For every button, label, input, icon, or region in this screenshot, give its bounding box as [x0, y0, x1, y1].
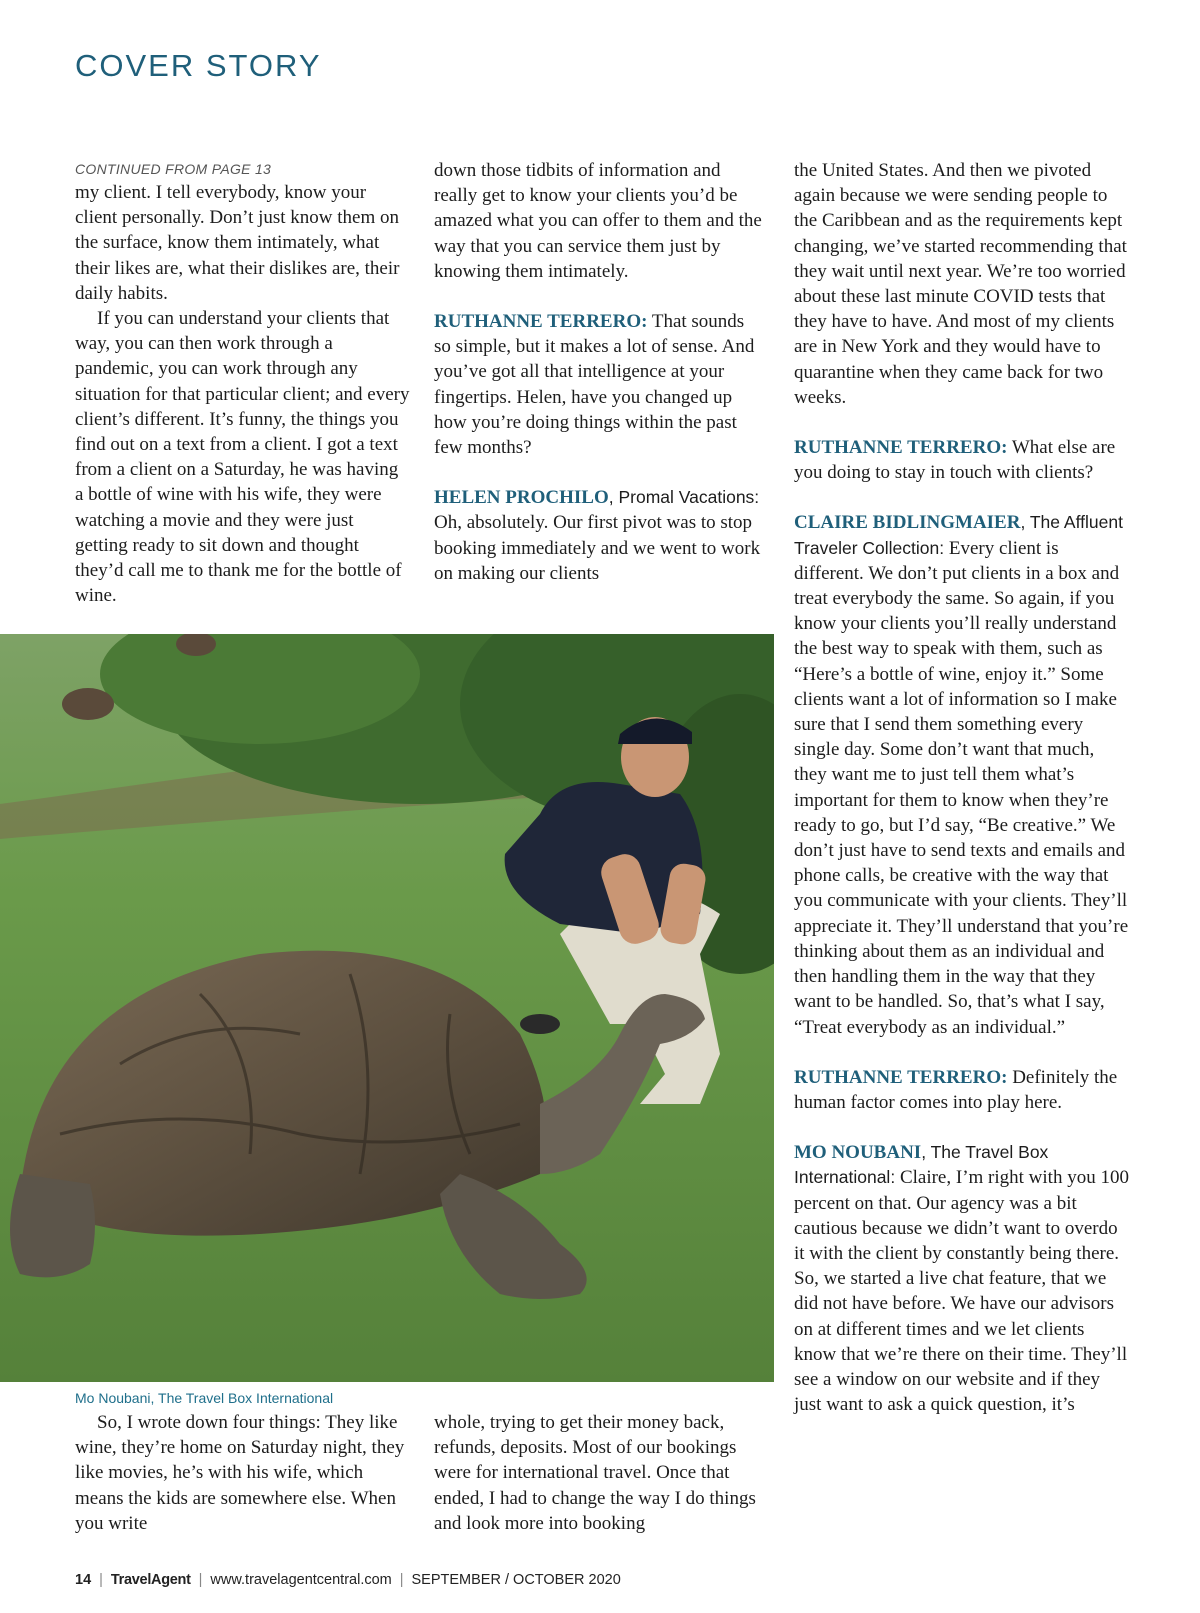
column-2-bottom: [434, 1410, 764, 1536]
column-2-top: [434, 158, 764, 586]
issue-date: SEPTEMBER / OCTOBER 2020: [411, 1572, 621, 1588]
paragraph: my client. I tell everybody, know your client personally. Don’t just know them on the surface, know them intimately, what their likes are, what their dislikes are, their daily habits.: [75, 182, 400, 304]
speaker-text: Definitely the human factor comes into play here.: [794, 1066, 1118, 1113]
speaker-name: RUTHANNE TERRERO:: [794, 1066, 1008, 1088]
speaker-name: RUTHANNE TERRERO:: [434, 311, 648, 333]
column-3: [794, 158, 1130, 1417]
speaker-text: Every client is different. We don’t put clients in a box and treat everybody the same. So again, if you know your clients you’ll really understand the best way to speak with them, such as “Here’s a bottle of wine, enjoy it.” Some clients want a lot of information so I make sure that I send them something every single day. Some don’t want that much, they want me to just tell them what’s important for them to know when they’re ready to go, but I’d say, “Be creative.” We don’t just have to send texts and emails and phone calls, be creative with the way that you communicate with your clients. They’ll appreciate it. They’ll understand that you’re thinking about them as an individual and then handling them in the way that they want to be handled. So, that’s what I say, “Treat everybody as an individual.”: [794, 537, 1129, 1038]
paragraph: [794, 1140, 1130, 1417]
paragraph: [434, 485, 764, 586]
speaker-name: CLAIRE BIDLINGMAIER: [794, 512, 1021, 534]
speaker-name: HELEN PROCHILO: [434, 487, 609, 509]
paragraph: whole, trying to get their money back, refunds, deposits. Most of our bookings were for international travel. Once that ended, I had to change the way I do things and look more into booking: [434, 1412, 756, 1534]
section-heading: COVER STORY: [75, 48, 322, 83]
paragraph: down those tidbits of information and really get to know your clients you’d be amazed what you can offer to them and the way that you can service them just by knowing them intimately.: [434, 160, 762, 282]
speaker-affiliation: , The Affluent Traveler Collection:: [794, 512, 1123, 558]
paragraph: So, I wrote down four things: They like wine, they’re home on Saturday night, they like movies, he’s with his wife, which means the kids are somewhere else. When you write: [75, 1412, 405, 1534]
speaker-text: That sounds so simple, but it makes a lot of sense. And you’ve got all that intelligence at your fingertips. Helen, have you changed up how you’re doing things within the past few months?: [434, 311, 755, 459]
column-1-top: [75, 158, 410, 608]
page-number: 14: [75, 1572, 92, 1588]
paragraph: [794, 435, 1130, 485]
speaker-text: Claire, I’m right with you 100 percent on that. Our agency was a bit cautious because we didn’t want to overdo it with the client by constantly being there. So, we started a live chat feature, that we did not have before. We have our advisors on at different times and we let clients know that we’re there on their time. They’ll see a window on our website and if they just want to ask a quick question, it’s: [794, 1167, 1129, 1416]
paragraph: [434, 309, 764, 460]
paragraph: If you can understand your clients that way, you can then work through a pandemic, you can work through any situation for that particular client; and every client’s different. It’s funny, the things you find out on a text from a client. I got a text from a client on a Saturday, he was having a bottle of wine with his wife, they were watching a movie and they were just getting ready to sit down and thought they’d call me to thank me for the bottle of wine.: [75, 308, 410, 607]
speaker-name: MO NOUBANI: [794, 1142, 922, 1164]
column-1-bottom: [75, 1410, 410, 1536]
magazine-name: TravelAgent: [110, 1572, 191, 1588]
speaker-text: Oh, absolutely. Our first pivot was to stop booking immediately and we went to work on making our clients: [434, 512, 761, 584]
website-url: www.travelagentcentral.com: [210, 1572, 392, 1588]
paragraph: [794, 510, 1130, 1039]
photo-caption: Mo Noubani, The Travel Box International: [75, 1390, 334, 1406]
speaker-name: RUTHANNE TERRERO:: [794, 437, 1008, 459]
page-footer: 14 | TravelAgent | www.travelagentcentral.com | SEPTEMBER / OCTOBER 2020: [75, 1572, 621, 1588]
photo-tortoise-and-man: [0, 634, 774, 1382]
paragraph: [794, 1065, 1130, 1115]
photo-illustration: [0, 634, 774, 1382]
continued-kicker: CONTINUED FROM PAGE 13: [75, 161, 272, 177]
speaker-affiliation: , The Travel Box International:: [794, 1142, 1049, 1188]
paragraph: the United States. And then we pivoted again because we were sending people to the Caribbean and as the requirements kept changing, we’ve started recommending that they wait until next year. We’re too worried about these last minute COVID tests that they have to have. And most of my clients are in New York and they would have to quarantine when they came back for two weeks.: [794, 160, 1127, 408]
speaker-text: What else are you doing to stay in touch with clients?: [794, 437, 1116, 484]
speaker-affiliation: , Promal Vacations:: [608, 487, 760, 508]
